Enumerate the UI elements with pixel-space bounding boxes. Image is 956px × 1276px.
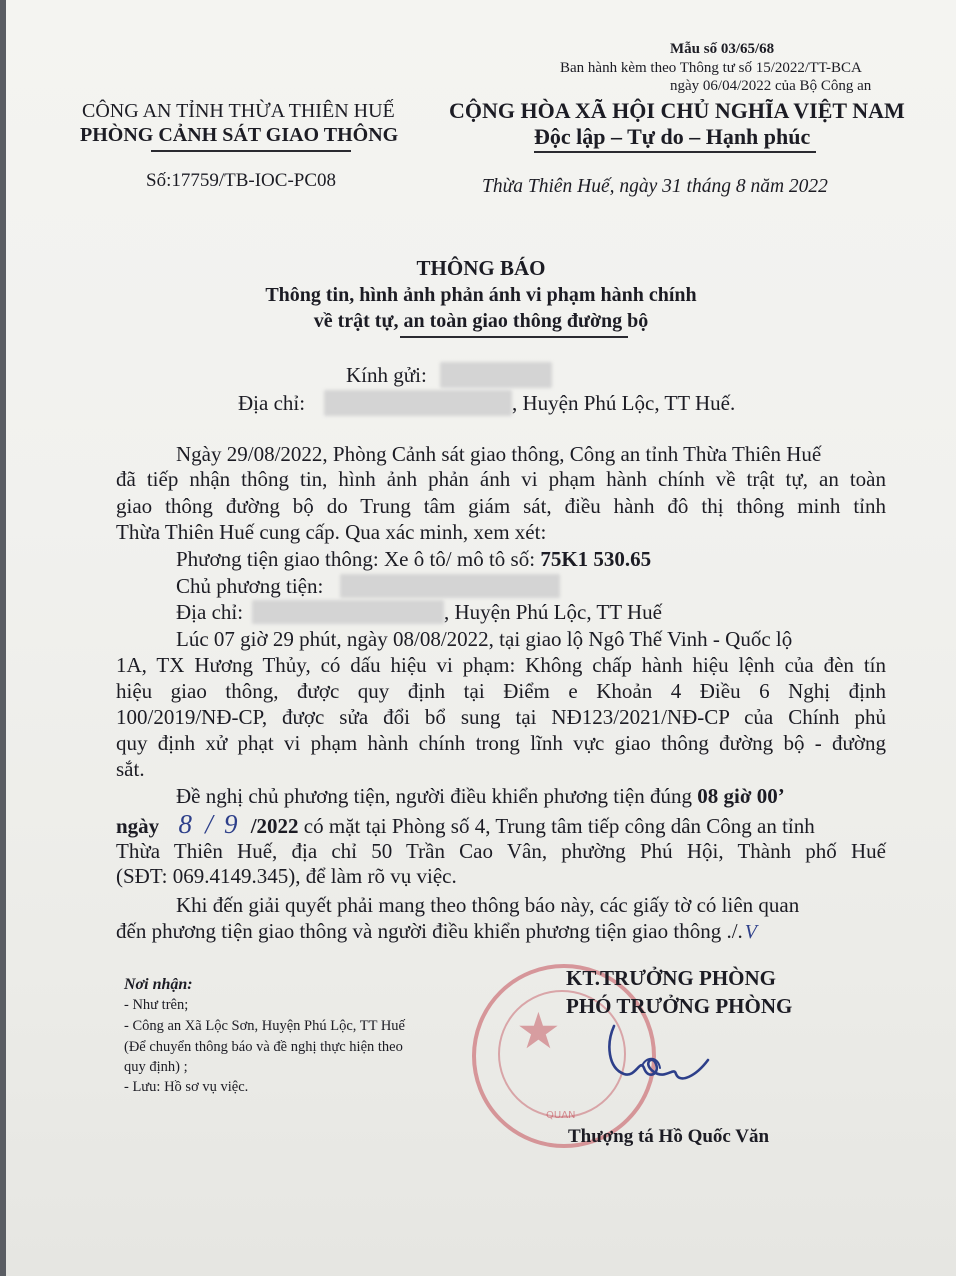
national-motto: Độc lập – Tự do – Hạnh phúc (534, 124, 811, 149)
p3-line1 (176, 784, 785, 808)
vehicle-plate: 75K1 530.65 (540, 547, 652, 571)
handwritten-check-mark: V (744, 921, 758, 943)
p1-line4: Thừa Thiên Huế cung cấp. Qua xác minh, xem xét: (116, 520, 547, 544)
signature-title-2: PHÓ TRƯỞNG PHÒNG (566, 994, 793, 1018)
recipient-4: quy định) ; (124, 1059, 188, 1075)
handwritten-signature (596, 1020, 716, 1090)
notice-subtitle-1: Thông tin, hình ảnh phản ánh vi phạm hành chính (265, 284, 697, 306)
department-name: PHÒNG CẢNH SÁT GIAO THÔNG (80, 124, 399, 146)
p3-year: /2022 (250, 814, 299, 838)
vehicle-label: Phương tiện giao thông: Xe ô tô/ mô tô số: (176, 547, 541, 571)
p2-line6: sắt. (116, 757, 145, 781)
redacted-recipient (440, 362, 552, 388)
redacted-address (324, 390, 512, 416)
p1-line3: giao thông đường bộ do Trung tâm giám sát, điều hành đô thị thông minh tỉnh (116, 494, 886, 518)
vehicle-line (176, 547, 651, 571)
signer-name: Thượng tá Hồ Quốc Văn (568, 1126, 770, 1147)
p2-line1: Lúc 07 giờ 29 phút, ngày 08/08/2022, tại giao lộ Ngô Thế Vinh - Quốc lộ (176, 627, 793, 651)
address-suffix: , Huyện Phú Lộc, TT Huế. (512, 391, 736, 415)
motto-underline (534, 151, 816, 153)
p3-line1-text: Đề nghị chủ phương tiện, người điều khiển phương tiện đúng (176, 784, 698, 808)
p4-line2-text: đến phương tiện giao thông và người điều khiển phương tiện giao thông ./. (116, 919, 743, 943)
recipients-heading: Nơi nhận: (124, 976, 193, 993)
p3-line2-rest: có mặt tại Phòng số 4, Trung tâm tiếp công dân Công an tỉnh (298, 814, 815, 838)
p3-day-label: ngày (116, 814, 160, 838)
department-underline (151, 150, 351, 152)
handwritten-slash: / (205, 809, 213, 839)
p3-line3: Thừa Thiên Huế, địa chỉ 50 Trần Cao Vân, phường Phú Hội, Thành phố Huế (116, 839, 886, 863)
p2-line3: hiệu giao thông, được quy định tại Điểm e Khoản 4 Điều 6 Nghị định (116, 679, 886, 703)
country-name: CỘNG HÒA XÃ HỘI CHỦ NGHĨA VIỆT NAM (449, 98, 905, 123)
place-date: Thừa Thiên Huế, ngày 31 tháng 8 năm 2022 (482, 176, 828, 197)
owner-address-label: Địa chỉ: (176, 600, 244, 624)
recipient-5: - Lưu: Hồ sơ vụ việc. (124, 1079, 249, 1095)
handwritten-day: 8 (178, 809, 192, 839)
to-label: Kính gửi: (346, 363, 427, 387)
agency-name: CÔNG AN TỈNH THỪA THIÊN HUẾ (82, 100, 395, 122)
form-code: Mẫu số 03/65/68 (670, 41, 775, 57)
form-issued-line1: Ban hành kèm theo Thông tư số 15/2022/TT-BCA (560, 60, 862, 76)
notice-subtitle-2: về trật tự, an toàn giao thông đường bộ (313, 310, 649, 332)
owner-address-suffix: , Huyện Phú Lộc, TT Huế (444, 600, 662, 624)
signature-title-1: KT.TRƯỞNG PHÒNG (566, 966, 776, 990)
p3-line2 (116, 809, 815, 839)
p4-line2 (116, 919, 757, 944)
p2-line4: 100/2019/NĐ-CP, được sửa đổi bổ sung tại NĐ123/2021/NĐ-CP của Chính phủ (116, 705, 886, 729)
seal-text: QUAN (546, 1110, 576, 1121)
p4-line1: Khi đến giải quyết phải mang theo thông báo này, các giấy tờ có liên quan (176, 893, 800, 917)
p1-line1: Ngày 29/08/2022, Phòng Cảnh sát giao thông, Công an tỉnh Thừa Thiên Huế (176, 442, 822, 466)
p1-line2: đã tiếp nhận thông tin, hình ảnh phản ánh vi phạm hành chính về trật tự, an toàn (116, 467, 886, 491)
redacted-owner (340, 574, 560, 598)
recipient-2: - Công an Xã Lộc Sơn, Huyện Phú Lộc, TT Huế (124, 1018, 405, 1034)
form-issued-line2: ngày 06/04/2022 của Bộ Công an (670, 78, 872, 94)
recipient-1: - Như trên; (124, 997, 189, 1013)
document-number: Số:17759/TB-IOC-PC08 (146, 170, 337, 191)
recipient-3: (Để chuyển thông báo và đề nghị thực hiện theo (124, 1039, 403, 1055)
p3-line4: (SĐT: 069.4149.345), để làm rõ vụ việc. (116, 864, 457, 888)
address-label: Địa chỉ: (238, 391, 306, 415)
seal-star-icon: ★ (516, 1003, 561, 1059)
document-page (6, 0, 956, 1276)
p2-line5: quy định xử phạt vi phạm hành chính trong lĩnh vực giao thông đường bộ - đường (116, 731, 886, 755)
title-underline (400, 336, 628, 338)
owner-label: Chủ phương tiện: (176, 574, 324, 598)
handwritten-month: 9 (223, 809, 238, 839)
redacted-owner-address (252, 600, 444, 624)
p2-line2: 1A, TX Hương Thủy, có dấu hiệu vi phạm: Không chấp hành hiệu lệnh của đèn tín (116, 653, 886, 677)
notice-title: THÔNG BÁO (416, 256, 546, 280)
p3-appointment-time: 08 giờ 00’ (697, 784, 785, 808)
